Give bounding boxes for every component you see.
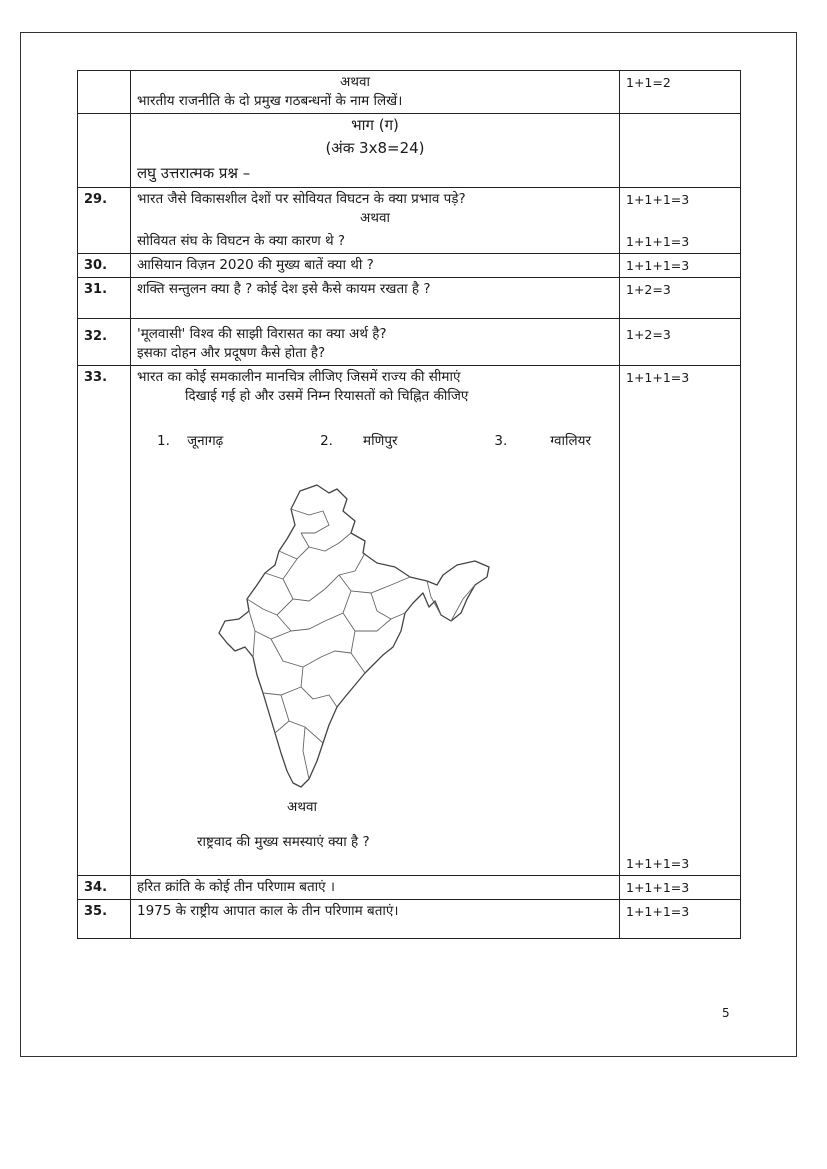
athva-label: अथवा	[340, 74, 370, 90]
question-number: 30.	[78, 254, 131, 278]
page-number: 5	[722, 1006, 730, 1020]
question-number: 35.	[78, 900, 131, 939]
question-number: 34.	[78, 876, 131, 900]
marks-cell: 1+1+1=3	[620, 254, 741, 278]
table-row	[78, 366, 741, 876]
question-text-line2: दिखाई गई हो और उसमें निम्न रियासतों को चिह्नित कीजिए	[185, 388, 469, 404]
table-row	[78, 900, 741, 939]
athva-label: अथवा	[360, 210, 390, 226]
alternate-question-text: सोवियत संघ के विघटन के क्या कारण थे ?	[137, 233, 346, 249]
marks-cell: 1+2=3	[620, 278, 741, 319]
athva-label: अथवा	[287, 799, 317, 815]
marks-cell: 1+1+1=3	[620, 900, 741, 939]
table-row	[78, 876, 741, 900]
question-number: 33.	[78, 366, 131, 876]
options-list	[137, 432, 613, 451]
question-text: भारत जैसे विकासशील देशों पर सोवियत विघटन के क्या प्रभाव पड़े?	[137, 191, 466, 207]
marks-value: 1+1+1=3	[626, 370, 690, 385]
option-item: 1. जूनागढ़	[157, 433, 224, 449]
table-row	[78, 114, 741, 188]
section-marks: (अंक 3x8=24)	[325, 139, 425, 157]
india-map	[107, 481, 613, 796]
question-text: शक्ति सन्तुलन क्या है ? कोई देश इसे कैसे कायम रखता है ?	[131, 278, 620, 319]
alternate-question-text: राष्ट्रवाद की मुख्य समस्याएं क्या है ?	[197, 834, 370, 850]
question-number: 31.	[78, 278, 131, 319]
table-row	[78, 188, 741, 254]
question-text-line2: इसका दोहन और प्रदूषण कैसे होता है?	[137, 345, 326, 361]
question-number: 32.	[78, 319, 131, 366]
table-row	[78, 278, 741, 319]
question-number: 29.	[78, 188, 131, 254]
marks-value: 1+1+1=3	[626, 192, 690, 207]
marks-cell: 1+2=3	[620, 319, 741, 366]
question-text: भारत का कोई समकालीन मानचित्र लीजिए जिसमें राज्य की सीमाएं	[137, 369, 461, 385]
india-map-image	[205, 481, 515, 796]
marks-cell: 1+1=2	[620, 71, 741, 114]
table-row	[78, 254, 741, 278]
alternate-marks-value: 1+1+1=3	[626, 234, 690, 249]
question-table	[77, 70, 741, 939]
marks-cell: 1+1+1=3	[620, 876, 741, 900]
question-text: 1975 के राष्ट्रीय आपात काल के तीन परिणाम बताएं।	[131, 900, 620, 939]
question-text: आसियान विज़न 2020 की मुख्य बातें क्या थी ?	[131, 254, 620, 278]
question-text: 'मूलवासी' विश्व की साझी विरासत का क्या अर्थ है?	[137, 326, 387, 342]
alternate-marks-value: 1+1+1=3	[626, 856, 690, 871]
option-item: 2. मणिपुर	[320, 433, 398, 449]
option-item: 3. ग्वालियर	[494, 433, 591, 449]
section-title: भाग (ग)	[351, 116, 399, 134]
table-row	[78, 319, 741, 366]
table-row	[78, 71, 741, 114]
question-text: भारतीय राजनीति के दो प्रमुख गठबन्धनों के नाम लिखें।	[137, 93, 403, 109]
question-text: हरित क्रांति के कोई तीन परिणाम बताएं ।	[131, 876, 620, 900]
section-label: लघु उत्तरात्मक प्रश्न –	[137, 164, 251, 182]
